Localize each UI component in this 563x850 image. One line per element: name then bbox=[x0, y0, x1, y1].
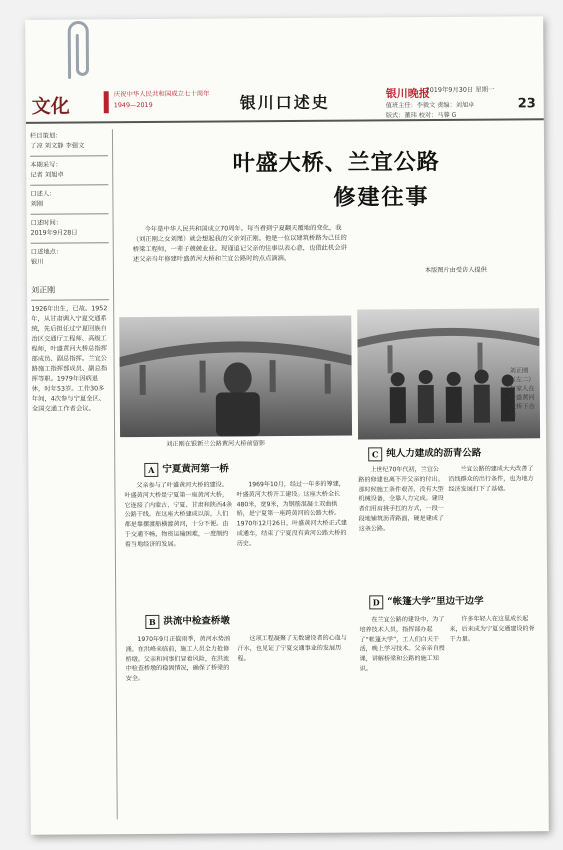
section-marker: B bbox=[145, 614, 159, 628]
credit-line: 2019年9月28日 bbox=[30, 229, 78, 237]
divider bbox=[31, 242, 109, 244]
editors-line2: 版式：董玮 校对：马蓉 G bbox=[385, 111, 457, 120]
headline bbox=[186, 145, 486, 213]
credit-line: 银川 bbox=[30, 258, 44, 266]
portrait-caption: 刘正刚 bbox=[31, 285, 56, 295]
section-c-col1: 上世纪70年代初，兰宜公路的修建也离不开父亲的付出。那时候施工条件艰苦，没有大型机械设备，全靠人力完成。建设者们用肩挑手扛的方式，一段一段地铺筑沥青路面，硬是建成了这条公路。 bbox=[358, 465, 444, 533]
credit-line: 记者 刘旭卓 bbox=[30, 171, 64, 179]
credit-line: 口述时间： bbox=[30, 219, 63, 227]
intro-paragraph: 今年是中华人民共和国成立70周年。每当看到宁夏翻天覆地的变化，我（刘正刚之女刘瑾）就会想起我的父亲刘正刚。他是一位以建筑桥路为己任的桥梁工程师，一辈子兢兢业业。现谨追记父亲的往事以表心意，也借此机会讲述父亲当年修建叶盛黄河大桥和兰宜公路时的点点滴滴。 bbox=[132, 224, 347, 264]
divider bbox=[30, 184, 108, 186]
section-title: 纯人力建成的沥青公路 bbox=[386, 447, 482, 460]
newspaper-page bbox=[25, 16, 549, 835]
credit-line: 本期采写： bbox=[30, 161, 62, 169]
anniversary-banner bbox=[114, 89, 210, 112]
section-title: 宁夏黄河第一桥 bbox=[162, 463, 229, 475]
column-rule bbox=[112, 129, 118, 819]
divider bbox=[30, 155, 108, 157]
page-number: 23 bbox=[517, 96, 536, 112]
section-label: 文化 bbox=[31, 95, 70, 118]
credit-line: 了凉 刘文静 李强文 bbox=[30, 142, 85, 150]
headline-line1: 叶盛大桥、兰宜公路 bbox=[232, 148, 440, 177]
photo-caption-2: 刘正刚（左二）与家人在叶盛黄河大桥下合影 bbox=[509, 367, 535, 420]
section-b-col1: 1970年9月正值雨季，黄河水势汹涌。在洪峰来临前，施工人员全力抢修桥墩。父亲和同事们冒着风险，在洪流中检查桥墩的稳固情况，确保了桥梁的安全。 bbox=[125, 635, 231, 683]
anniversary-line1: 庆祝中华人民共和国成立七十周年 bbox=[113, 89, 210, 99]
editors-line1: 值班主任：李毅文 责编：刘旭卓 bbox=[385, 101, 475, 110]
credit-line: 刘刚 bbox=[30, 200, 44, 208]
photo-credit: 本版图片由受访人提供 bbox=[424, 266, 487, 275]
section-d-heading bbox=[369, 593, 484, 609]
section-b-col2: 这项工程凝聚了无数建设者的心血与汗水，也见证了宁夏交通事业的发展历程。 bbox=[237, 634, 348, 662]
credits-sidebar bbox=[30, 131, 110, 415]
section-marker: D bbox=[369, 595, 383, 609]
bridge-illustration bbox=[119, 316, 352, 438]
section-marker: C bbox=[368, 447, 382, 461]
section-a-heading bbox=[144, 460, 229, 476]
divider bbox=[31, 213, 109, 215]
credit-line: 口述地点： bbox=[30, 248, 63, 256]
section-a-col2: 1969年10月，经过一年多的筹建，叶盛黄河大桥开工建设。这座大桥全长480米，宽9米，为钢筋混凝土双曲拱桥，是宁夏第一座跨黄河的公路大桥。1970年12月26日，叶盛黄河大桥正式建成通车，结束了宁夏没有黄河公路大桥的历史。 bbox=[236, 480, 347, 548]
newspaper-brand: 银川晚报 bbox=[385, 86, 430, 101]
section-c-col2: 兰宜公路的建成大大改善了沿线群众的出行条件，也为地方经济发展打下了基础。 bbox=[448, 465, 534, 493]
issue-date: 2019年9月30日 星期一 bbox=[425, 85, 495, 95]
section-d-col2: 许多年轻人在这里成长起来，后来成为宁夏交通建设的骨干力量。 bbox=[449, 615, 535, 643]
paperclip-icon bbox=[55, 19, 101, 83]
section-d-col1: 在兰宜公路的建设中，为了培养技术人员，指挥部办起了“帐篷大学”，工人们白天干活，晚上学习技术。父亲亲自授课，讲解桥梁和公路的施工知识。 bbox=[359, 615, 445, 673]
credit-line: 口述人： bbox=[30, 190, 56, 198]
headline-line2: 修建往事 bbox=[333, 184, 430, 211]
bio-text: 1926年出生，已故。1952年，从甘肃调入宁夏交通系统，先后担任过宁夏回族自治区交通厅工程师、高级工程师，叶盛黄河大桥总指挥部成员、副总指挥。兰宜公路施工指挥部成员、副总指挥等职。1979年因病退休，时年53岁。工作30多年间，4次参与宁夏全区、全国交通工作者会议。 bbox=[31, 305, 108, 413]
column-name: 银川口述史 bbox=[239, 92, 330, 113]
credit-line: 栏目策划： bbox=[29, 132, 62, 140]
section-a-col1: 父亲参与了叶盛黄河大桥的建设。叶盛黄河大桥是宁夏第一座黄河大桥，它连接了内蒙古、宁夏、甘肃和陕西4条公路干线。在这座大桥建成以前，人们都是靠摆渡船横渡黄河，十分不便。由于交通不畅，物资运输困难，一度制约着当地经济的发展。 bbox=[124, 481, 233, 548]
bridge-portrait-photo bbox=[119, 316, 352, 438]
section-title: 洪流中检查桥墩 bbox=[163, 615, 230, 627]
section-marker: A bbox=[144, 462, 158, 476]
red-bar bbox=[104, 91, 109, 113]
section-title: “帐篷大学”里边干边学 bbox=[387, 595, 484, 608]
masthead bbox=[26, 74, 544, 124]
anniversary-line2: 1949—2019 bbox=[113, 100, 153, 110]
section-c-heading bbox=[368, 445, 481, 461]
divider bbox=[31, 299, 109, 301]
photo-caption-1: 刘正刚在银新兰公路黄河大桥前留影 bbox=[166, 440, 266, 448]
section-b-heading bbox=[145, 612, 230, 628]
